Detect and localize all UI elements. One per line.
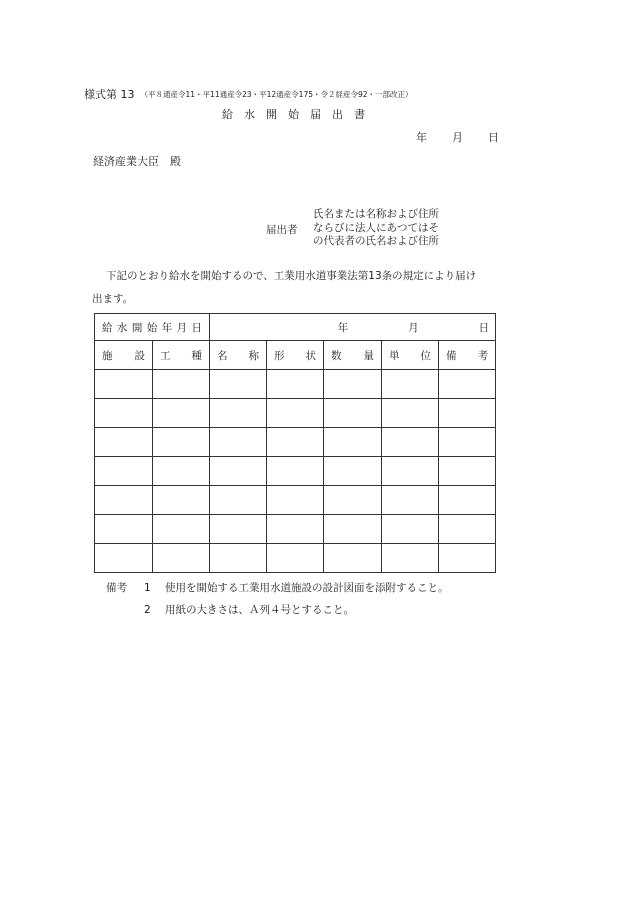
start-date-year: 年 <box>337 321 349 334</box>
table-body <box>95 370 496 573</box>
table-cell[interactable] <box>439 399 496 428</box>
applicant-line: ならびに法人にあつてはそ <box>313 221 439 234</box>
table-cell[interactable] <box>95 515 153 544</box>
table-cell[interactable] <box>324 457 382 486</box>
revision-note: （平８通産令11・平11通産令23・平12通産令175・令２経産令92・一部改正） <box>140 90 413 99</box>
table-cell[interactable] <box>153 399 210 428</box>
table-cell[interactable] <box>324 399 382 428</box>
body-text-line: 下記のとおり給水を開始するので、工業用水道事業法第13条の規定により届け <box>106 270 477 282</box>
column-header-label: 施 設 <box>102 349 145 362</box>
note-item <box>144 580 449 595</box>
table-cell[interactable] <box>382 457 439 486</box>
column-header <box>439 341 496 370</box>
table-cell[interactable] <box>439 486 496 515</box>
table-cell[interactable] <box>267 457 324 486</box>
table-cell[interactable] <box>439 370 496 399</box>
note-number: 1 <box>144 582 151 594</box>
table-cell[interactable] <box>210 399 267 428</box>
note-text: 使用を開始する工業用水道施設の設計図面を添附すること。 <box>165 582 449 594</box>
table-cell[interactable] <box>382 544 439 573</box>
table-cell[interactable] <box>95 544 153 573</box>
note-text: 用紙の大きさは、Ａ列４号とすること。 <box>165 604 354 616</box>
table-cell[interactable] <box>210 428 267 457</box>
table-row <box>95 428 496 457</box>
table-cell[interactable] <box>324 428 382 457</box>
table-cell[interactable] <box>324 515 382 544</box>
table-cell[interactable] <box>267 428 324 457</box>
body-text-line: 出ます。 <box>92 293 134 305</box>
table-cell[interactable] <box>439 457 496 486</box>
column-header <box>95 341 153 370</box>
document-title: 給水開始届出書 <box>222 108 376 121</box>
applicant-line: 氏名または名称および住所 <box>313 208 439 220</box>
table-cell[interactable] <box>382 399 439 428</box>
column-header <box>210 341 267 370</box>
table-cell[interactable] <box>153 544 210 573</box>
form-number-label: 様式第 13 <box>84 88 135 101</box>
table-cell[interactable] <box>153 486 210 515</box>
start-date-label: 給 水 開 始 年 月 日 <box>102 321 202 334</box>
table-cell[interactable] <box>267 486 324 515</box>
table-row <box>95 399 496 428</box>
note-item <box>144 602 354 617</box>
table-cell[interactable] <box>439 515 496 544</box>
table-row <box>95 457 496 486</box>
table-cell[interactable] <box>267 544 324 573</box>
start-date-row <box>95 314 496 341</box>
table-row <box>95 486 496 515</box>
date-day-label: 日 <box>488 131 499 144</box>
column-header-label: 数 量 <box>331 349 374 362</box>
table-cell[interactable] <box>153 370 210 399</box>
applicant-fields <box>313 208 439 249</box>
form-number <box>84 86 413 102</box>
table-cell[interactable] <box>382 370 439 399</box>
table-cell[interactable] <box>210 515 267 544</box>
table-cell[interactable] <box>210 486 267 515</box>
table-cell[interactable] <box>439 544 496 573</box>
table-cell[interactable] <box>267 370 324 399</box>
start-date-day: 日 <box>478 321 490 334</box>
table-cell[interactable] <box>267 515 324 544</box>
table-cell[interactable] <box>324 486 382 515</box>
table-cell[interactable] <box>153 515 210 544</box>
notes-label: 備考 <box>106 582 127 594</box>
submission-date <box>416 129 499 145</box>
facility-table <box>94 313 496 573</box>
column-header-label: 単 位 <box>389 349 431 362</box>
applicant-line: の代表者の氏名および住所 <box>313 235 439 247</box>
table-cell[interactable] <box>382 515 439 544</box>
start-date-value-cell[interactable] <box>210 314 496 341</box>
table-cell[interactable] <box>95 486 153 515</box>
column-header <box>382 341 439 370</box>
table-cell[interactable] <box>210 544 267 573</box>
table-cell[interactable] <box>95 457 153 486</box>
start-date-units <box>210 320 495 335</box>
table-cell[interactable] <box>382 486 439 515</box>
table-row <box>95 370 496 399</box>
start-date-label-cell <box>95 314 210 341</box>
table-cell[interactable] <box>95 428 153 457</box>
table-cell[interactable] <box>210 370 267 399</box>
table-cell[interactable] <box>382 428 439 457</box>
table-row <box>95 515 496 544</box>
table-cell[interactable] <box>324 370 382 399</box>
table-cell[interactable] <box>153 428 210 457</box>
applicant-label: 届出者 <box>266 224 298 236</box>
table-row <box>95 544 496 573</box>
column-header-label: 工 種 <box>160 349 202 362</box>
column-header <box>153 341 210 370</box>
column-header-label: 名 称 <box>217 349 259 362</box>
table-cell[interactable] <box>267 399 324 428</box>
column-header-label: 形 状 <box>274 349 316 362</box>
table-cell[interactable] <box>95 370 153 399</box>
column-header <box>267 341 324 370</box>
note-number: 2 <box>144 604 151 616</box>
table-cell[interactable] <box>210 457 267 486</box>
date-month-label: 月 <box>452 131 463 144</box>
table-cell[interactable] <box>95 399 153 428</box>
column-header-label: 備 考 <box>446 349 489 362</box>
column-header <box>324 341 382 370</box>
table-cell[interactable] <box>324 544 382 573</box>
addressee: 経済産業大臣 殿 <box>93 155 181 168</box>
start-date-month: 月 <box>408 321 419 334</box>
column-header-row <box>95 341 496 370</box>
table-cell[interactable] <box>439 428 496 457</box>
table-cell[interactable] <box>153 457 210 486</box>
date-year-label: 年 <box>416 131 427 144</box>
